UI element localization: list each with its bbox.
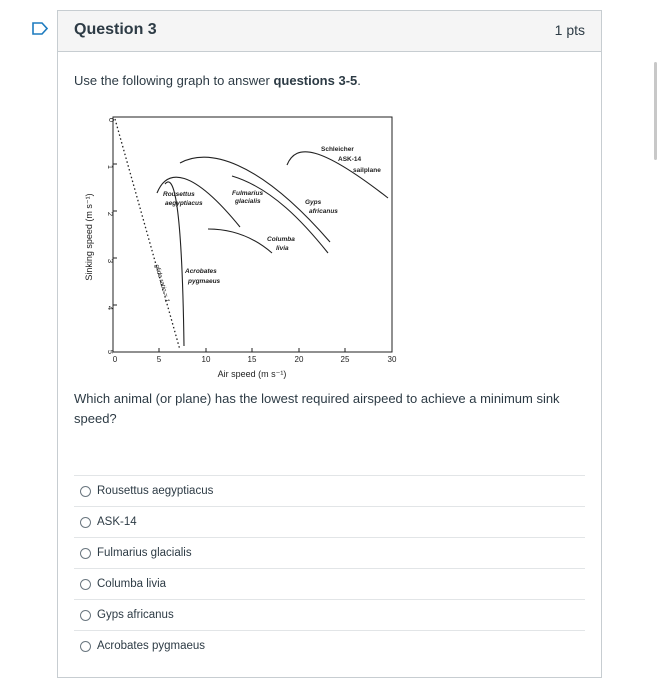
- label-gyps-1: Gyps: [305, 199, 322, 206]
- label-columba-1: Columba: [267, 236, 295, 243]
- answer-list: [74, 475, 585, 661]
- question-card: [57, 10, 602, 678]
- x-axis: [159, 348, 345, 352]
- question-points: 1 pts: [554, 22, 585, 38]
- radio-button[interactable]: [80, 610, 91, 621]
- label-columba-2: livia: [276, 245, 289, 252]
- x-tick-5: 5: [156, 355, 162, 364]
- flag-icon[interactable]: [32, 22, 48, 35]
- x-tick-25: 25: [340, 355, 350, 364]
- x-axis-label: Air speed (m s⁻¹): [217, 369, 287, 379]
- label-rousettus-2: aegyptiacus: [165, 200, 203, 207]
- answer-option[interactable]: [74, 630, 585, 661]
- question-header: [58, 11, 601, 52]
- y-tick-3: 3: [106, 258, 115, 264]
- x-tick-10: 10: [201, 355, 211, 364]
- answer-option[interactable]: [74, 506, 585, 537]
- x-tick-20: 20: [294, 355, 304, 364]
- radio-button[interactable]: [80, 486, 91, 497]
- intro-bold: questions 3-5: [273, 73, 358, 88]
- label-ask14: ASK-14: [338, 156, 362, 163]
- label-acrobates-2: pygmaeus: [188, 278, 221, 285]
- label-fulmarius-2: glacialis: [235, 198, 261, 205]
- curve-columba: [208, 229, 272, 253]
- y-tick-4: 4: [106, 305, 115, 311]
- glide-ratio-line: [115, 119, 180, 350]
- label-fulmarius-1: Fulmarius: [232, 190, 264, 197]
- label-sailplane: sailplane: [353, 167, 381, 174]
- answer-label: Gyps africanus: [97, 609, 174, 621]
- answer-option[interactable]: [74, 599, 585, 630]
- label-gyps-2: africanus: [309, 208, 338, 215]
- answer-label: Columba livia: [97, 578, 167, 590]
- label-schleicher: Schleicher: [321, 146, 354, 153]
- intro-suffix: .: [357, 73, 361, 88]
- y-tick-2: 2: [106, 211, 115, 217]
- question-intro: [74, 73, 361, 88]
- y-tick-0: 0: [107, 117, 116, 123]
- scrollbar[interactable]: [654, 62, 657, 160]
- label-rousettus-1: Rousettus: [163, 191, 195, 198]
- radio-button[interactable]: [80, 548, 91, 559]
- answer-option[interactable]: [74, 475, 585, 506]
- x-tick-0: 0: [112, 355, 118, 364]
- answer-label: Acrobates pygmaeus: [97, 640, 206, 652]
- question-prompt: Which animal (or plane) has the lowest required airspeed to achieve a minimum sink speed?: [74, 391, 560, 426]
- answer-label: Fulmarius glacialis: [97, 547, 192, 559]
- glide-ratio-label: glide ratio = 1: [153, 263, 171, 304]
- radio-button[interactable]: [80, 579, 91, 590]
- question-title: Question 3: [74, 21, 157, 38]
- y-axis-label: Sinking speed (m s⁻¹): [84, 193, 94, 281]
- y-tick-1: 1: [106, 164, 115, 170]
- answer-option[interactable]: [74, 537, 585, 568]
- y-axis: [113, 164, 117, 305]
- graph-image: [82, 103, 402, 388]
- answer-option[interactable]: [74, 568, 585, 599]
- radio-button[interactable]: [80, 517, 91, 528]
- x-tick-30: 30: [387, 355, 397, 364]
- y-tick-5: 5: [106, 349, 115, 355]
- intro-text: Use the following graph to answer: [74, 73, 274, 88]
- answer-label: Rousettus aegyptiacus: [97, 485, 214, 497]
- label-acrobates-1: Acrobates: [185, 268, 217, 275]
- answer-label: ASK-14: [97, 516, 137, 528]
- radio-button[interactable]: [80, 641, 91, 652]
- x-tick-15: 15: [247, 355, 257, 364]
